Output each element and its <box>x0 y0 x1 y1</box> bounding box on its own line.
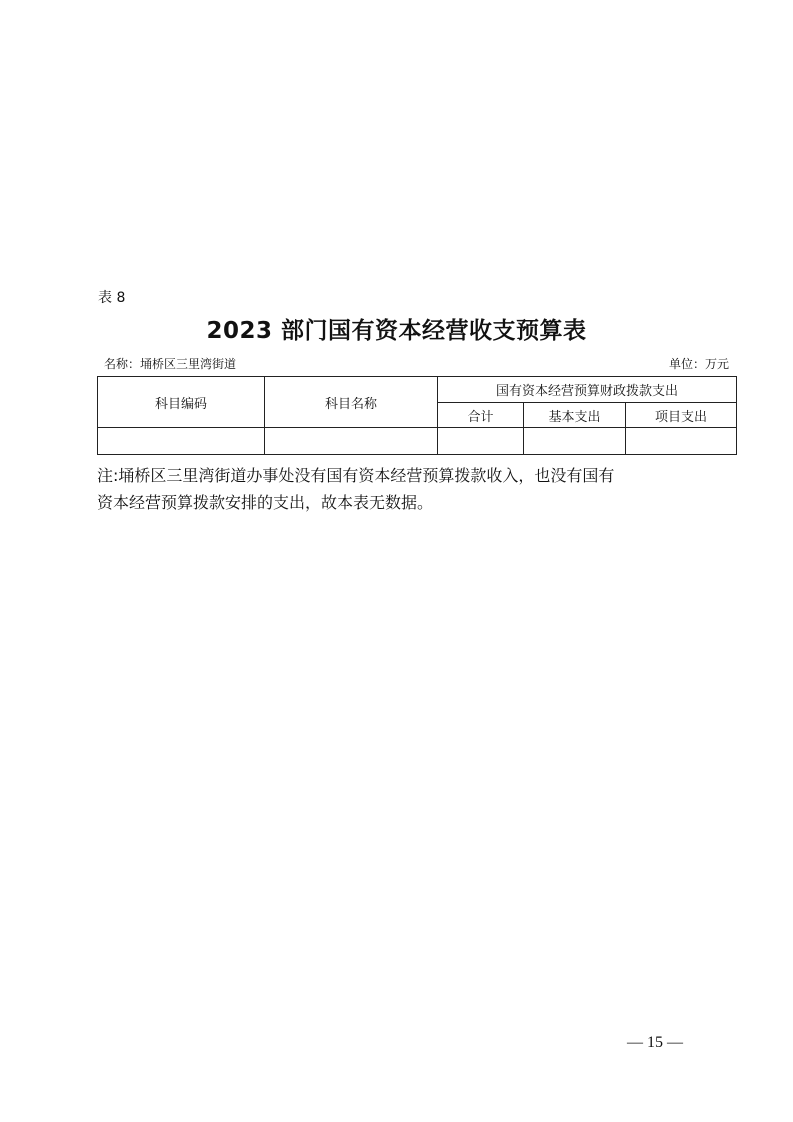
table-cell <box>626 428 737 455</box>
page-title: 2023 部门国有资本经营收支预算表 <box>206 318 587 344</box>
header-subject-code: 科目编码 <box>98 377 265 428</box>
table-label: 表 8 <box>98 290 126 306</box>
table-cell <box>524 428 626 455</box>
note-line-1: 注:埇桥区三里湾街道办事处没有国有资本经营预算拨款收入，也没有国有 <box>97 466 615 485</box>
page-number: — 15 — <box>627 1034 683 1051</box>
header-group-expenditure: 国有资本经营预算财政拨款支出 <box>438 377 737 403</box>
header-subject-name: 科目名称 <box>265 377 438 428</box>
note-line-2: 资本经营预算拨款安排的支出，故本表无数据。 <box>97 493 434 512</box>
table-cell <box>438 428 524 455</box>
budget-table <box>97 376 737 455</box>
note-text <box>97 462 737 516</box>
header-project-expenditure: 项目支出 <box>626 403 737 428</box>
org-name: 名称：埇桥区三里湾街道 <box>104 357 237 371</box>
header-basic-expenditure: 基本支出 <box>524 403 626 428</box>
table-row <box>98 428 737 455</box>
table-cell <box>265 428 438 455</box>
unit-label: 单位：万元 <box>668 357 729 371</box>
header-total: 合计 <box>438 403 524 428</box>
table-cell <box>98 428 265 455</box>
